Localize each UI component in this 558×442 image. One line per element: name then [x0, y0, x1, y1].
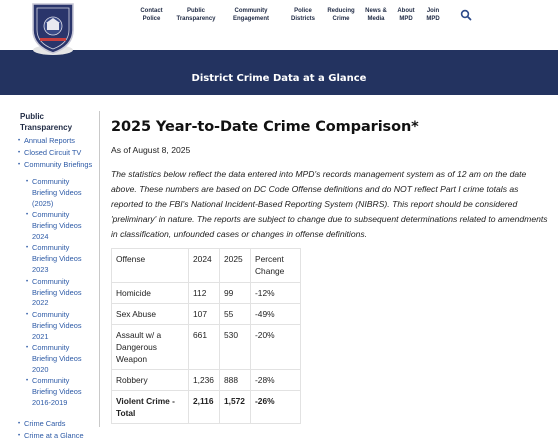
intro-paragraph: The statistics below reflect the data entered into MPD's records management system as of 12 am on the date above. These numbers are based on DC Code Offense definitions and do NOT reflect Part I crime totals as reported to the FBI's National Incident-Based Reporting System (NIBRS). This report should be considered 'preliminary' in nature. The reports are subject to change due to subsequent determinations related to amendments in classification, unfounded cases or changes in offense definitions.: [111, 169, 548, 239]
bullet-icon: •: [18, 138, 21, 144]
bullet-icon: •: [26, 179, 29, 185]
cell-offense: Homicide: [112, 283, 189, 304]
site-header: [0, 0, 558, 50]
cell-2025: 530: [220, 325, 251, 370]
table-row-total: [112, 391, 301, 424]
banner-title: District Crime Data at a Glance: [191, 73, 367, 84]
nav-about-mpd[interactable]: About MPD: [397, 8, 415, 22]
sidebar-subitem-2016-2019[interactable]: • Community Briefing Videos 2016-2019: [26, 376, 82, 408]
sidebar-item-crime-cards[interactable]: • Crime Cards: [18, 419, 66, 429]
page-title: 2025 Year-to-Date Crime Comparison*: [111, 119, 419, 135]
cell-2024: 107: [189, 304, 220, 325]
sidebar-list-more: [18, 418, 98, 442]
nav-join-mpd[interactable]: Join MPD: [426, 8, 440, 22]
sidebar-divider: [99, 111, 100, 427]
cell-2024: 112: [189, 283, 220, 304]
nav-police-districts[interactable]: Police Districts: [290, 8, 315, 22]
bullet-icon: •: [26, 378, 29, 385]
cell-2024: 661: [189, 325, 220, 370]
bullet-icon: •: [26, 278, 29, 285]
crime-comparison-table: [111, 248, 301, 424]
cell-2024: 2,116: [189, 391, 220, 424]
sidebar-subitem-2023[interactable]: • Community Briefing Videos 2023: [26, 243, 82, 275]
cell-offense: Assault w/ a Dangerous Weapon: [112, 325, 189, 370]
bullet-icon: •: [26, 345, 29, 352]
cell-2025: 55: [220, 304, 251, 325]
bullet-icon: •: [18, 162, 21, 168]
table-header-row: [112, 249, 301, 283]
sidebar-item-community-briefings[interactable]: • Community Briefings: [18, 160, 93, 169]
table-row: [112, 325, 301, 370]
nav-public-transparency[interactable]: Public Transparency: [176, 8, 216, 22]
table-row: [112, 304, 301, 325]
header-percent-change: Percent Change: [251, 249, 301, 283]
cell-change: -12%: [251, 283, 301, 304]
mpd-badge-logo[interactable]: [30, 0, 76, 56]
header-offense: Offense: [112, 249, 189, 283]
sidebar-list: [18, 135, 98, 171]
sidebar-sublist: [26, 177, 98, 409]
sidebar-item-crime-at-a-glance[interactable]: • Crime at a Glance: [18, 431, 84, 441]
bullet-icon: •: [26, 311, 29, 318]
nav-news-media[interactable]: News & Media: [365, 8, 387, 22]
table-row: [112, 283, 301, 304]
sidebar-subitem-2024[interactable]: • Community Briefing Videos 2024: [26, 210, 82, 242]
cell-change: -26%: [251, 391, 301, 424]
cell-offense: Violent Crime - Total: [112, 391, 189, 424]
cell-2025: 888: [220, 370, 251, 391]
cell-2025: 1,572: [220, 391, 251, 424]
search-icon[interactable]: [460, 9, 472, 21]
sidebar-item-closed-circuit-tv[interactable]: • Closed Circuit TV: [18, 148, 82, 157]
cell-offense: Sex Abuse: [112, 304, 189, 325]
sidebar-subitem-2020[interactable]: • Community Briefing Videos 2020: [26, 343, 82, 374]
page-banner: [0, 50, 558, 95]
sidebar-subitem-2021[interactable]: • Community Briefing Videos 2021: [26, 309, 82, 341]
sidebar: [18, 111, 98, 442]
bullet-icon: •: [18, 433, 21, 440]
sidebar-subitem-2022[interactable]: • Community Briefing Videos 2022: [26, 276, 82, 308]
table-row: [112, 370, 301, 391]
main-nav: [136, 7, 445, 23]
nav-reducing-crime[interactable]: Reducing Crime: [327, 8, 355, 22]
bullet-icon: •: [18, 421, 21, 428]
nav-contact-police[interactable]: Contact Police: [140, 8, 163, 22]
bullet-icon: •: [18, 150, 21, 156]
nav-community-engagement[interactable]: Community Engagement: [232, 8, 269, 22]
cell-2024: 1,236: [189, 370, 220, 391]
as-of-date: As of August 8, 2025: [111, 145, 191, 155]
header-2025: 2025: [220, 249, 251, 283]
cell-change: -20%: [251, 325, 301, 370]
sidebar-title[interactable]: Public Transparency: [20, 112, 73, 132]
cell-change: -49%: [251, 304, 301, 325]
cell-offense: Robbery: [112, 370, 189, 391]
cell-change: -28%: [251, 370, 301, 391]
sidebar-subitem-2025[interactable]: • Community Briefing Videos (2025): [26, 177, 82, 208]
main-content: [111, 119, 551, 242]
sidebar-item-annual-reports[interactable]: • Annual Reports: [18, 136, 75, 145]
header-2024: 2024: [189, 249, 220, 283]
bullet-icon: •: [26, 212, 29, 219]
cell-2025: 99: [220, 283, 251, 304]
bullet-icon: •: [26, 245, 29, 252]
